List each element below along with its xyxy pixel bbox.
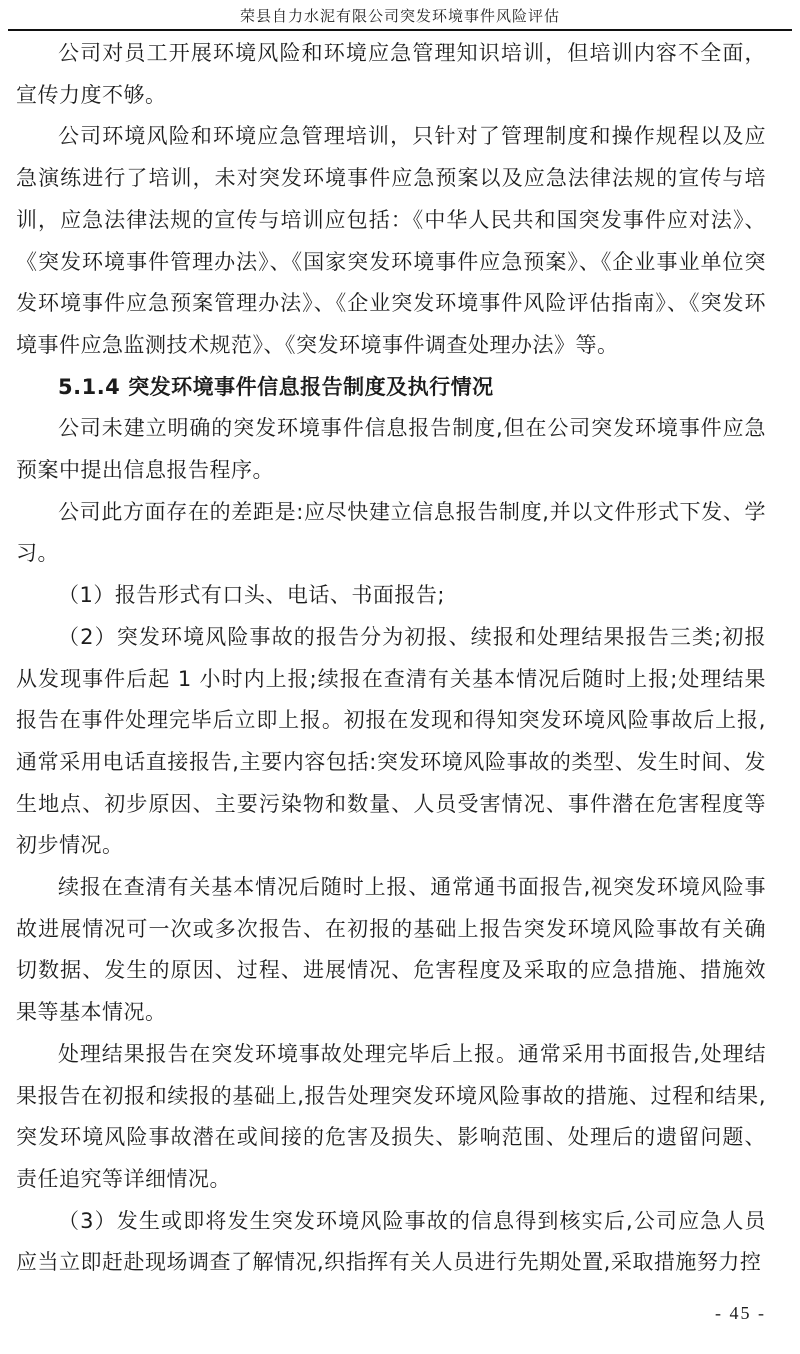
- page-header: [0, 0, 800, 31]
- document-body: [0, 31, 800, 1284]
- header-title: 荣县自力水泥有限公司突发环境事件风险评估: [239, 7, 560, 25]
- section-heading: 5.1.4 突发环境事件信息报告制度及执行情况: [58, 374, 494, 399]
- paragraph: 公司此方面存在的差距是:应尽快建立信息报告制度,并以文件形式下发、学习。: [16, 499, 766, 566]
- paragraph: （2）突发环境风险事故的报告分为初报、续报和处理结果报告三类;初报从发现事件后起 1 小时内上报;续报在查清有关基本情况后随时上报;处理结果报告在事件处理完毕后立即上报。初报在发现和得知突发环境风险事故后上报,通常采用电话直接报告,主要内容包括:突发环境风险事故的类型、发生时间、发生地点、初步原因、主要污染物和数量、人员受害情况、事件潜在危害程度等初步情况。: [16, 624, 766, 858]
- page-footer: [16, 1303, 766, 1324]
- paragraph: 公司环境风险和环境应急管理培训，只针对了管理制度和操作规程以及应急演练进行了培训，未对突发环境事件应急预案以及应急法律法规的宣传与培训，应急法律法规的宣传与培训应包括：《中华人民共和国突发事件应对法》、《突发环境事件管理办法》、《国家突发环境事件应急预案》、《企业事业单位突发环境事件应急预案管理办法》、《企业突发环境事件风险评估指南》、《突发环境事件应急监测技术规范》、《突发环境事件调查处理办法》等。: [16, 124, 766, 357]
- page-number: - 45 -: [715, 1303, 766, 1323]
- paragraph: （3）发生或即将发生突发环境风险事故的信息得到核实后,公司应急人员应当立即赶赴现场调查了解情况,织指挥有关人员进行先期处置,采取措施努力控: [16, 1208, 766, 1275]
- paragraph: （1）报告形式有口头、电话、书面报告;: [58, 583, 445, 608]
- paragraph: 处理结果报告在突发环境事故处理完毕后上报。通常采用书面报告,处理结果报告在初报和续报的基础上,报告处理突发环境风险事故的措施、过程和结果,突发环境风险事故潜在或间接的危害及损失、影响范围、处理后的遗留问题、责任追究等详细情况。: [16, 1041, 766, 1191]
- paragraph: 公司未建立明确的突发环境事件信息报告制度,但在公司突发环境事件应急预案中提出信息报告程序。: [16, 416, 766, 483]
- paragraph: 公司对员工开展环境风险和环境应急管理知识培训，但培训内容不全面，宣传力度不够。: [16, 41, 766, 107]
- paragraph: 续报在查清有关基本情况后随时上报、通常通书面报告,视突发环境风险事故进展情况可一次或多次报告、在初报的基础上报告突发环境风险事故有关确切数据、发生的原因、过程、进展情况、危害程度及采取的应急措施、措施效果等基本情况。: [16, 875, 766, 1025]
